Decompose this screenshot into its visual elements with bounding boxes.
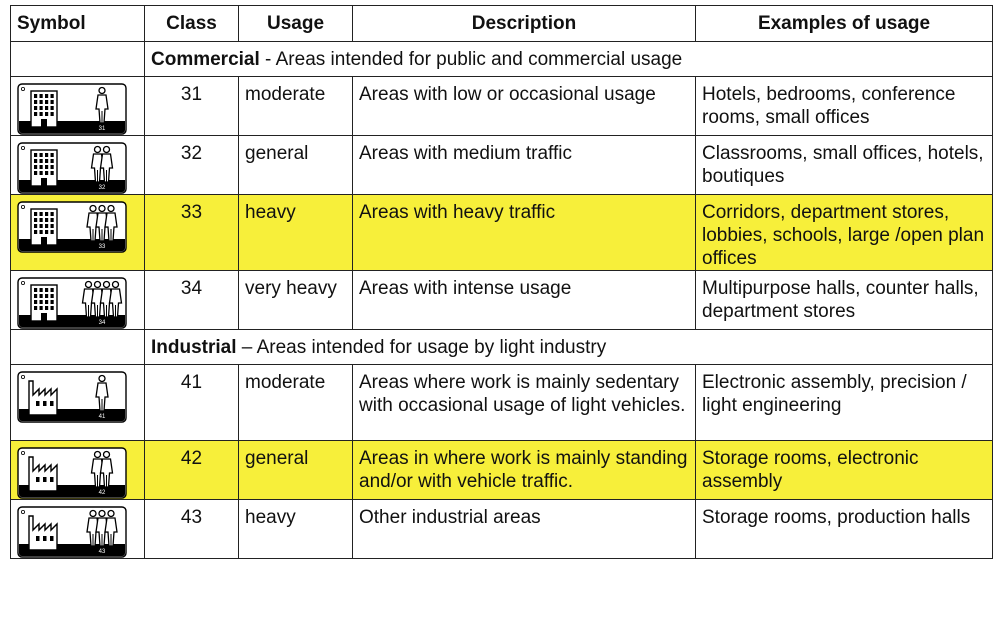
factory-three-persons-icon <box>17 506 127 558</box>
symbol-cell <box>11 441 145 500</box>
examples-cell: Multipurpose halls, counter halls, department stores <box>696 271 993 330</box>
examples-cell: Classrooms, small offices, hotels, boutiques <box>696 136 993 195</box>
description-cell: Areas with low or occasional usage <box>353 77 696 136</box>
section-title: Commercial <box>151 49 260 70</box>
description-cell: Areas where work is mainly sedentary with occasional usage of light vehicles. <box>353 365 696 441</box>
section-subtitle: Areas intended for public and commercial usage <box>275 49 683 70</box>
svg-text:33: 33 <box>98 244 106 250</box>
building-four-persons-icon <box>17 277 127 329</box>
description-cell: Areas with intense usage <box>353 271 696 330</box>
svg-text:31: 31 <box>98 126 106 132</box>
examples-cell: Storage rooms, electronic assembly <box>696 441 993 500</box>
symbol-cell <box>11 500 145 559</box>
class-cell: 41 <box>145 365 239 441</box>
svg-text:42: 42 <box>98 490 106 496</box>
description-cell: Areas with medium traffic <box>353 136 696 195</box>
usage-cell: moderate <box>239 365 353 441</box>
svg-text:41: 41 <box>98 414 106 420</box>
class-cell: 33 <box>145 195 239 271</box>
factory-one-person-icon <box>17 371 127 423</box>
section-heading <box>145 330 993 365</box>
usage-cell: general <box>239 136 353 195</box>
symbol-cell <box>11 77 145 136</box>
usage-cell: heavy <box>239 500 353 559</box>
usage-class-table <box>10 5 993 559</box>
usage-cell: heavy <box>239 195 353 271</box>
building-three-persons-icon <box>17 201 127 253</box>
symbol-cell <box>11 271 145 330</box>
table-row <box>11 77 993 136</box>
section-row-commercial <box>11 42 993 77</box>
table-row <box>11 136 993 195</box>
factory-two-persons-icon <box>17 447 127 499</box>
usage-cell: very heavy <box>239 271 353 330</box>
description-cell: Other industrial areas <box>353 500 696 559</box>
header-description: Description <box>353 6 696 42</box>
usage-cell: general <box>239 441 353 500</box>
description-cell: Areas in where work is mainly standing and/or with vehicle traffic. <box>353 441 696 500</box>
class-cell: 32 <box>145 136 239 195</box>
description-cell: Areas with heavy traffic <box>353 195 696 271</box>
symbol-cell <box>11 365 145 441</box>
examples-cell: Storage rooms, production halls <box>696 500 993 559</box>
examples-cell: Electronic assembly, precision / light engineering <box>696 365 993 441</box>
table-row-highlighted <box>11 441 993 500</box>
section-title: Industrial <box>151 337 237 358</box>
class-cell: 42 <box>145 441 239 500</box>
header-usage: Usage <box>239 6 353 42</box>
header-symbol: Symbol <box>11 6 145 42</box>
header-class: Class <box>145 6 239 42</box>
svg-text:34: 34 <box>98 320 106 326</box>
svg-text:32: 32 <box>98 185 106 191</box>
section-separator: - <box>259 49 276 70</box>
header-row <box>11 6 993 42</box>
section-heading <box>145 42 993 77</box>
table-row <box>11 271 993 330</box>
svg-text:43: 43 <box>98 549 106 555</box>
usage-cell: moderate <box>239 77 353 136</box>
examples-cell: Corridors, department stores, lobbies, schools, large /open plan offices <box>696 195 993 271</box>
symbol-cell <box>11 195 145 271</box>
class-cell: 31 <box>145 77 239 136</box>
class-cell: 34 <box>145 271 239 330</box>
table-row-highlighted <box>11 195 993 271</box>
class-cell: 43 <box>145 500 239 559</box>
section-separator: – <box>236 337 257 358</box>
table-row <box>11 500 993 559</box>
section-subtitle: Areas intended for usage by light industry <box>256 337 607 358</box>
header-examples: Examples of usage <box>696 6 993 42</box>
section-row-industrial <box>11 330 993 365</box>
table-row <box>11 365 993 441</box>
symbol-cell <box>11 136 145 195</box>
building-one-person-icon <box>17 83 127 135</box>
examples-cell: Hotels, bedrooms, conference rooms, small offices <box>696 77 993 136</box>
building-two-persons-icon <box>17 142 127 194</box>
